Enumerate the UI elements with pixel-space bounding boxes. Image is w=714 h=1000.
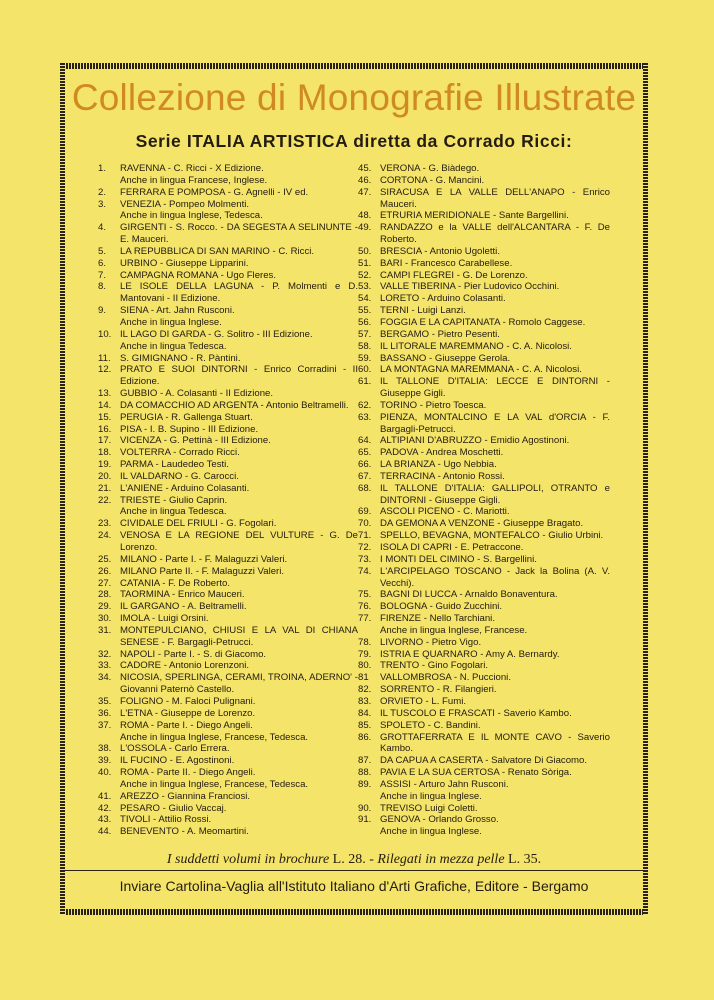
item-number: 32. bbox=[98, 648, 112, 660]
list-item bbox=[358, 814, 610, 838]
item-number: 7. bbox=[98, 269, 107, 281]
item-title: DA COMACCHIO AD ARGENTA - Antonio Beltramelli. bbox=[120, 399, 349, 411]
item-title: ROMA - Parte I. - Diego Angeli. bbox=[120, 719, 253, 731]
item-number: 76. bbox=[358, 601, 372, 613]
item-number: 45. bbox=[358, 163, 372, 174]
item-language-note: Anche in lingua Inglese, Francese, Tedesca. bbox=[120, 778, 309, 790]
list-item bbox=[98, 814, 358, 826]
list-item bbox=[358, 589, 610, 601]
item-title: PISA - I. B. Supino - III Edizione. bbox=[120, 423, 259, 435]
list-item bbox=[358, 364, 610, 376]
item-title: ISOLA DI CAPRI - E. Petraccone. bbox=[380, 542, 524, 553]
item-title: SPOLETO - C. Bandini. bbox=[380, 719, 481, 731]
list-item bbox=[358, 270, 610, 282]
item-title: FERRARA E POMPOSA - G. Agnelli - IV ed. bbox=[120, 186, 309, 198]
item-number: 90. bbox=[358, 802, 372, 814]
list-item bbox=[98, 483, 358, 495]
item-number: 24. bbox=[98, 530, 112, 542]
list-item bbox=[358, 649, 610, 661]
list-item bbox=[358, 779, 610, 803]
item-number: 72. bbox=[358, 542, 372, 553]
item-number: 26. bbox=[98, 565, 112, 577]
item-number: 83. bbox=[358, 695, 372, 707]
list-item bbox=[98, 518, 358, 530]
item-number: 40. bbox=[98, 767, 112, 779]
item-title: ORVIETO - L. Fumi. bbox=[380, 695, 467, 707]
item-number: 66. bbox=[358, 459, 372, 471]
item-title: MONTEPULCIANO, CHIUSI E LA VAL DI CHIANA SENESE - F. Bargagli-Petrucci. bbox=[120, 624, 358, 648]
item-number: 85. bbox=[358, 719, 372, 731]
border-right bbox=[643, 63, 648, 915]
item-title: TORINO - Pietro Toesca. bbox=[380, 399, 487, 411]
list-item bbox=[358, 601, 610, 613]
item-title: VALLE TIBERINA - Pier Ludovico Occhini. bbox=[380, 281, 560, 293]
item-number: 28. bbox=[98, 589, 112, 601]
item-number: 16. bbox=[98, 423, 112, 435]
item-title: NAPOLI - Parte I. - S. di Giacomo. bbox=[120, 648, 267, 660]
item-title: CADORE - Antonio Lorenzoni. bbox=[120, 660, 250, 672]
item-title: SIENA - Art. Jahn Rusconi. bbox=[120, 305, 235, 317]
item-title: VICENZA - G. Pettinà - III Edizione. bbox=[120, 435, 271, 447]
list-item bbox=[98, 826, 358, 838]
list-item bbox=[98, 400, 358, 412]
item-title: IL FUCINO - E. Agostinoni. bbox=[120, 755, 235, 767]
list-item bbox=[358, 483, 610, 507]
list-item bbox=[98, 412, 358, 424]
item-title: IL TALLONE D'ITALIA: LECCE E DINTORNI - Giuseppe Gigli. bbox=[380, 376, 610, 400]
item-title: TAORMINA - Enrico Mauceri. bbox=[120, 589, 245, 601]
item-number: 6. bbox=[98, 257, 107, 269]
list-item bbox=[98, 435, 358, 447]
item-title: IL TUSCOLO E FRASCATI - Saverio Kambo. bbox=[380, 707, 572, 719]
list-item bbox=[358, 542, 610, 554]
item-language-note: Anche in lingua Inglese. bbox=[380, 790, 482, 802]
item-number: 13. bbox=[98, 388, 112, 400]
list-item bbox=[358, 447, 610, 459]
list-item bbox=[98, 625, 358, 649]
item-title: ETRURIA MERIDIONALE - Sante Bargellini. bbox=[380, 210, 569, 222]
item-number: 9. bbox=[98, 305, 107, 317]
list-item bbox=[358, 613, 610, 637]
item-number: 84. bbox=[358, 707, 372, 719]
item-title: RANDAZZO e la VALLE dell'ALCANTARA - F. De Roberto. bbox=[380, 222, 610, 246]
item-title: BERGAMO - Pietro Pesenti. bbox=[380, 328, 500, 340]
item-title: RAVENNA - C. Ricci - X Edizione. bbox=[120, 163, 264, 174]
price-note bbox=[60, 852, 648, 868]
list-item bbox=[98, 720, 358, 744]
item-number: 82. bbox=[358, 684, 372, 696]
item-title: PARMA - Laudedeo Testi. bbox=[120, 459, 229, 471]
item-title: PIENZA, MONTALCINO E LA VAL d'ORCIA - F. Bargagli-Petrucci. bbox=[380, 411, 610, 435]
item-title: CAMPAGNA ROMANA - Ugo Fleres. bbox=[120, 269, 277, 281]
item-title: TIVOLI - Attilio Rossi. bbox=[120, 814, 212, 826]
item-title: MILANO - Parte I. - F. Malaguzzi Valeri. bbox=[120, 553, 288, 565]
item-number: 80. bbox=[358, 660, 372, 672]
item-number: 47. bbox=[358, 186, 372, 198]
item-title: S. GIMIGNANO - R. Pàntini. bbox=[120, 352, 241, 364]
item-title: TRIESTE - Giulio Caprin. bbox=[120, 494, 228, 506]
list-item bbox=[98, 222, 358, 246]
item-title: L'ETNA - Giuseppe de Lorenzo. bbox=[120, 707, 256, 719]
item-number: 53. bbox=[358, 281, 372, 293]
list-item bbox=[98, 424, 358, 436]
list-item bbox=[98, 566, 358, 578]
item-number: 3. bbox=[98, 198, 107, 210]
item-title: ROMA - Parte II. - Diego Angeli. bbox=[120, 767, 256, 779]
border-top bbox=[60, 63, 648, 69]
list-item bbox=[358, 732, 610, 756]
item-title: BARI - Francesco Carabellese. bbox=[380, 257, 513, 269]
list-item bbox=[358, 518, 610, 530]
list-item bbox=[98, 554, 358, 566]
item-title: ALTIPIANI D'ABRUZZO - Emidio Agostinoni. bbox=[380, 435, 570, 447]
item-title: ISTRIA E QUARNARO - Amy A. Bernardy. bbox=[380, 648, 560, 660]
list-item bbox=[358, 341, 610, 353]
item-number: 67. bbox=[358, 470, 372, 482]
list-item bbox=[98, 353, 358, 365]
bound-price: L. 35. bbox=[508, 852, 542, 867]
item-title: PERUGIA - R. Gallenga Stuart. bbox=[120, 411, 253, 423]
list-item bbox=[98, 743, 358, 755]
catalog-frame bbox=[60, 63, 648, 915]
list-item bbox=[358, 376, 610, 400]
list-item bbox=[358, 755, 610, 767]
item-number: 77. bbox=[358, 613, 372, 625]
item-title: PRATO E SUOI DINTORNI - Enrico Corradini - II Edizione. bbox=[120, 364, 358, 388]
item-number: 69. bbox=[358, 506, 372, 518]
item-title: L'ANIENE - Arduino Colasanti. bbox=[120, 482, 250, 494]
item-number: 30. bbox=[98, 613, 112, 625]
item-title: LA REPUBBLICA DI SAN MARINO - C. Ricci. bbox=[120, 245, 315, 257]
item-title: LIVORNO - Pietro Vigo. bbox=[380, 636, 482, 648]
list-item bbox=[98, 388, 358, 400]
item-number: 59. bbox=[358, 352, 372, 364]
list-item bbox=[358, 530, 610, 542]
item-number: 35. bbox=[98, 695, 112, 707]
list-item bbox=[358, 471, 610, 483]
list-item bbox=[358, 305, 610, 317]
item-title: GIRGENTI - S. Rocco. - DA SEGESTA A SELINUNTE - E. Mauceri. bbox=[120, 222, 358, 246]
list-item bbox=[98, 187, 358, 199]
item-title: IL LITORALE MAREMMANO - C. A. Nicolosi. bbox=[380, 340, 572, 352]
item-number: 89. bbox=[358, 778, 372, 790]
item-title: DA GEMONA A VENZONE - Giuseppe Bragato. bbox=[380, 518, 584, 530]
item-title: IL GARGANO - A. Beltramelli. bbox=[120, 601, 247, 613]
item-number: 25. bbox=[98, 553, 112, 565]
list-item bbox=[98, 589, 358, 601]
list-item bbox=[98, 471, 358, 483]
item-number: 14. bbox=[98, 399, 112, 411]
item-title: IL TALLONE D'ITALIA: GALLIPOLI, OTRANTO e DINTORNI - Giuseppe Gigli. bbox=[380, 482, 610, 506]
item-language-note: Anche in lingua Tedesca. bbox=[120, 506, 227, 518]
item-number: 50. bbox=[358, 245, 372, 257]
item-language-note: Anche in lingua Tedesca. bbox=[120, 340, 227, 352]
list-item bbox=[98, 708, 358, 720]
list-item bbox=[358, 187, 610, 211]
item-title: FOGGIA E LA CAPITANATA - Romolo Caggese. bbox=[380, 316, 586, 328]
list-item bbox=[358, 175, 610, 187]
item-number: 75. bbox=[358, 589, 372, 601]
item-number: 46. bbox=[358, 174, 372, 186]
list-item bbox=[98, 246, 358, 258]
order-footer: Inviare Cartolina-Vaglia all'Istituto Italiano d'Arti Grafiche, Editore - Bergamo bbox=[119, 878, 589, 894]
item-number: 44. bbox=[98, 826, 112, 838]
list-item bbox=[98, 270, 358, 282]
item-number: 18. bbox=[98, 447, 112, 459]
item-number: 74. bbox=[358, 565, 372, 577]
item-title: PESARO - Giulio Vaccaj. bbox=[120, 802, 227, 814]
list-item bbox=[98, 281, 358, 305]
bound-label: Rilegati in mezza pelle bbox=[377, 852, 505, 867]
item-number: 15. bbox=[98, 411, 112, 423]
list-item bbox=[358, 637, 610, 649]
brochure-price: L. 28. - bbox=[332, 852, 374, 867]
list-item bbox=[358, 400, 610, 412]
item-number: 43. bbox=[98, 814, 112, 826]
item-title: IL VALDARNO - G. Carocci. bbox=[120, 470, 239, 482]
list-item bbox=[358, 435, 610, 447]
list-item bbox=[358, 163, 610, 175]
item-title: GROTTAFERRATA E IL MONTE CAVO - Saverio Kambo. bbox=[380, 731, 610, 755]
item-number: 91. bbox=[358, 814, 372, 826]
item-number: 31. bbox=[98, 624, 112, 636]
series-subtitle: Serie ITALIA ARTISTICA diretta da Corrado Ricci: bbox=[135, 131, 573, 151]
list-item bbox=[358, 293, 610, 305]
item-number: 21. bbox=[98, 482, 112, 494]
item-title: VALLOMBROSA - N. Puccioni. bbox=[380, 672, 511, 684]
item-number: 2. bbox=[98, 186, 107, 198]
item-number: 51. bbox=[358, 257, 372, 269]
item-title: AREZZO - Giannina Franciosi. bbox=[120, 790, 251, 802]
item-title: I MONTI DEL CIMINO - S. Bargellini. bbox=[380, 553, 537, 565]
item-title: BRESCIA - Antonio Ugoletti. bbox=[380, 245, 500, 257]
item-number: 11. bbox=[98, 352, 111, 364]
item-number: 52. bbox=[358, 269, 372, 281]
item-language-note: Anche in lingua Inglese. bbox=[120, 316, 222, 328]
brochure-label: I suddetti volumi in brochure bbox=[166, 852, 330, 867]
item-title: LORETO - Arduino Colasanti. bbox=[380, 293, 506, 305]
item-title: MILANO Parte II. - F. Malaguzzi Valeri. bbox=[120, 565, 285, 577]
item-title: VERONA - G. Biàdego. bbox=[380, 163, 480, 174]
item-title: CIVIDALE DEL FRIULI - G. Fogolari. bbox=[120, 518, 277, 530]
list-item bbox=[358, 684, 610, 696]
right-column-list bbox=[358, 163, 610, 838]
list-item bbox=[98, 660, 358, 672]
list-item bbox=[358, 660, 610, 672]
list-item bbox=[98, 329, 358, 353]
list-item bbox=[358, 767, 610, 779]
list-item bbox=[358, 672, 610, 684]
item-title: ASCOLI PICENO - C. Mariotti. bbox=[380, 506, 510, 518]
item-number: 33. bbox=[98, 660, 112, 672]
item-title: URBINO - Giuseppe Lipparini. bbox=[120, 257, 249, 269]
item-title: CAMPI FLEGREI - G. De Lorenzo. bbox=[380, 269, 528, 281]
list-item bbox=[358, 281, 610, 293]
item-title: BENEVENTO - A. Meomartini. bbox=[120, 826, 249, 838]
item-title: BOLOGNA - Guido Zucchini. bbox=[380, 601, 503, 613]
item-language-note: Anche in lingua Inglese, Tedesca. bbox=[120, 210, 263, 222]
item-number: 49. bbox=[358, 222, 372, 234]
item-number: 64. bbox=[358, 435, 372, 447]
item-number: 70. bbox=[358, 518, 372, 530]
item-number: 39. bbox=[98, 755, 112, 767]
list-item bbox=[358, 696, 610, 708]
item-number: 19. bbox=[98, 459, 112, 471]
item-number: 17. bbox=[98, 435, 112, 447]
list-item bbox=[358, 459, 610, 471]
list-item bbox=[98, 672, 358, 696]
list-item bbox=[358, 412, 610, 436]
item-number: 86. bbox=[358, 731, 372, 743]
item-number: 23. bbox=[98, 518, 112, 530]
item-title: L'OSSOLA - Carlo Errera. bbox=[120, 743, 230, 755]
item-number: 65. bbox=[358, 447, 372, 459]
list-item bbox=[98, 495, 358, 519]
item-number: 37. bbox=[98, 719, 112, 731]
item-number: 38. bbox=[98, 743, 112, 755]
item-title: BASSANO - Giuseppe Gerola. bbox=[380, 352, 511, 364]
item-title: BAGNI DI LUCCA - Arnaldo Bonaventura. bbox=[380, 589, 558, 601]
item-title: IMOLA - Luigi Orsini. bbox=[120, 613, 209, 625]
list-item bbox=[358, 554, 610, 566]
item-number: 1. bbox=[98, 163, 107, 174]
left-column-list bbox=[98, 163, 358, 838]
item-title: LA BRIANZA - Ugo Nebbia. bbox=[380, 459, 497, 471]
list-item bbox=[98, 601, 358, 613]
item-number: 41. bbox=[98, 790, 112, 802]
item-number: 73. bbox=[358, 553, 372, 565]
item-number: 78. bbox=[358, 636, 372, 648]
item-number: 81 bbox=[358, 672, 369, 684]
item-title: LE ISOLE DELLA LAGUNA - P. Molmenti e D. Mantovani - II Edizione. bbox=[120, 281, 358, 305]
item-title: DA CAPUA A CASERTA - Salvatore Di Giacomo. bbox=[380, 755, 588, 767]
list-item bbox=[358, 720, 610, 732]
item-number: 10. bbox=[98, 328, 112, 340]
list-item bbox=[358, 353, 610, 365]
item-number: 60. bbox=[358, 364, 372, 376]
item-title: ASSISI - Arturo Jahn Rusconi. bbox=[380, 778, 509, 790]
item-number: 27. bbox=[98, 577, 112, 589]
item-number: 36. bbox=[98, 707, 112, 719]
item-title: GENOVA - Orlando Grosso. bbox=[380, 814, 499, 826]
item-title: PADOVA - Andrea Moschetti. bbox=[380, 447, 504, 459]
collection-title: Collezione di Monografie Illustrate bbox=[71, 77, 637, 118]
list-item bbox=[98, 364, 358, 388]
item-number: 20. bbox=[98, 470, 112, 482]
list-item bbox=[98, 459, 358, 471]
item-number: 42. bbox=[98, 802, 112, 814]
item-language-note: Anche in lingua Francese, Inglese. bbox=[120, 174, 268, 186]
item-number: 55. bbox=[358, 305, 372, 317]
item-number: 61. bbox=[358, 376, 372, 388]
list-item bbox=[98, 578, 358, 590]
item-title: FIRENZE - Nello Tarchiani. bbox=[380, 613, 495, 625]
item-number: 29. bbox=[98, 601, 112, 613]
list-item bbox=[98, 163, 358, 187]
list-item bbox=[98, 791, 358, 803]
item-number: 5. bbox=[98, 245, 107, 257]
item-number: 56. bbox=[358, 316, 372, 328]
list-item bbox=[98, 613, 358, 625]
item-title: VOLTERRA - Corrado Ricci. bbox=[120, 447, 240, 459]
item-number: 87. bbox=[358, 755, 372, 767]
item-title: VENOSA E LA REGIONE DEL VULTURE - G. De Lorenzo. bbox=[120, 530, 358, 553]
item-title: TREVISO Luigi Coletti. bbox=[380, 802, 478, 814]
list-item bbox=[98, 530, 358, 554]
list-item bbox=[98, 696, 358, 708]
item-title: LA MONTAGNA MAREMMANA - C. A. Nicolosi. bbox=[380, 364, 582, 376]
item-number: 79. bbox=[358, 648, 372, 660]
item-title: SORRENTO - R. Filangieri. bbox=[380, 684, 497, 696]
footer-divider bbox=[65, 870, 643, 871]
item-title: FOLIGNO - M. Faloci Pulignani. bbox=[120, 695, 256, 707]
item-title: TRENTO - Gino Fogolari. bbox=[380, 660, 489, 672]
item-title: L'ARCIPELAGO TOSCANO - Jack la Bolina (A. V. Vecchi). bbox=[380, 565, 610, 589]
list-item bbox=[98, 305, 358, 329]
item-title: SPELLO, BEVAGNA, MONTEFALCO - Giulio Urbini. bbox=[380, 530, 604, 542]
border-bottom bbox=[60, 909, 648, 915]
item-number: 54. bbox=[358, 293, 372, 305]
item-number: 58. bbox=[358, 340, 372, 352]
list-item bbox=[358, 803, 610, 815]
item-title: CORTONA - G. Mancini. bbox=[380, 174, 485, 186]
list-item bbox=[98, 447, 358, 459]
list-item bbox=[98, 755, 358, 767]
item-number: 63. bbox=[358, 411, 372, 423]
item-number: 57. bbox=[358, 328, 372, 340]
item-title: GUBBIO - A. Colasanti - II Edizione. bbox=[120, 388, 274, 400]
list-item bbox=[98, 199, 358, 223]
item-number: 68. bbox=[358, 482, 372, 494]
item-title: NICOSIA, SPERLINGA, CERAMI, TROINA, ADERNO' - Giovanni Paternò Castello. bbox=[120, 672, 358, 696]
list-item bbox=[358, 708, 610, 720]
item-title: IL LAGO DI GARDA - G. Solitro - III Edizione. bbox=[120, 328, 313, 340]
item-language-note: Anche in lingua Inglese, Francese, Tedesca. bbox=[120, 731, 309, 743]
list-item bbox=[98, 258, 358, 270]
list-item bbox=[358, 566, 610, 590]
item-title: CATANIA - F. De Roberto. bbox=[120, 577, 231, 589]
item-language-note: Anche in lingua Inglese. bbox=[380, 826, 482, 838]
item-title: SIRACUSA E LA VALLE DELL'ANAPO - Enrico Mauceri. bbox=[380, 186, 610, 210]
list-item bbox=[358, 222, 610, 246]
item-number: 34. bbox=[98, 672, 112, 684]
list-item bbox=[358, 317, 610, 329]
item-number: 4. bbox=[98, 222, 107, 234]
list-item bbox=[98, 649, 358, 661]
item-title: PAVIA E LA SUA CERTOSA - Renato Sòriga. bbox=[380, 767, 572, 779]
list-item bbox=[358, 258, 610, 270]
list-item bbox=[358, 329, 610, 341]
item-title: TERRACINA - Antonio Rossi. bbox=[380, 470, 505, 482]
border-left bbox=[60, 63, 65, 915]
item-title: TERNI - Luigi Lanzi. bbox=[380, 305, 466, 317]
list-item bbox=[98, 767, 358, 791]
item-number: 88. bbox=[358, 767, 372, 779]
list-item bbox=[358, 210, 610, 222]
item-number: 62. bbox=[358, 399, 372, 411]
item-number: 8. bbox=[98, 281, 107, 293]
item-number: 48. bbox=[358, 210, 372, 222]
item-language-note: Anche in lingua Inglese, Francese. bbox=[380, 624, 528, 636]
item-number: 12. bbox=[98, 364, 112, 376]
item-number: 71. bbox=[358, 530, 372, 542]
list-item bbox=[358, 246, 610, 258]
list-item bbox=[358, 506, 610, 518]
item-title: VENEZIA - Pompeo Molmenti. bbox=[120, 198, 250, 210]
item-number: 22. bbox=[98, 494, 112, 506]
list-item bbox=[98, 803, 358, 815]
